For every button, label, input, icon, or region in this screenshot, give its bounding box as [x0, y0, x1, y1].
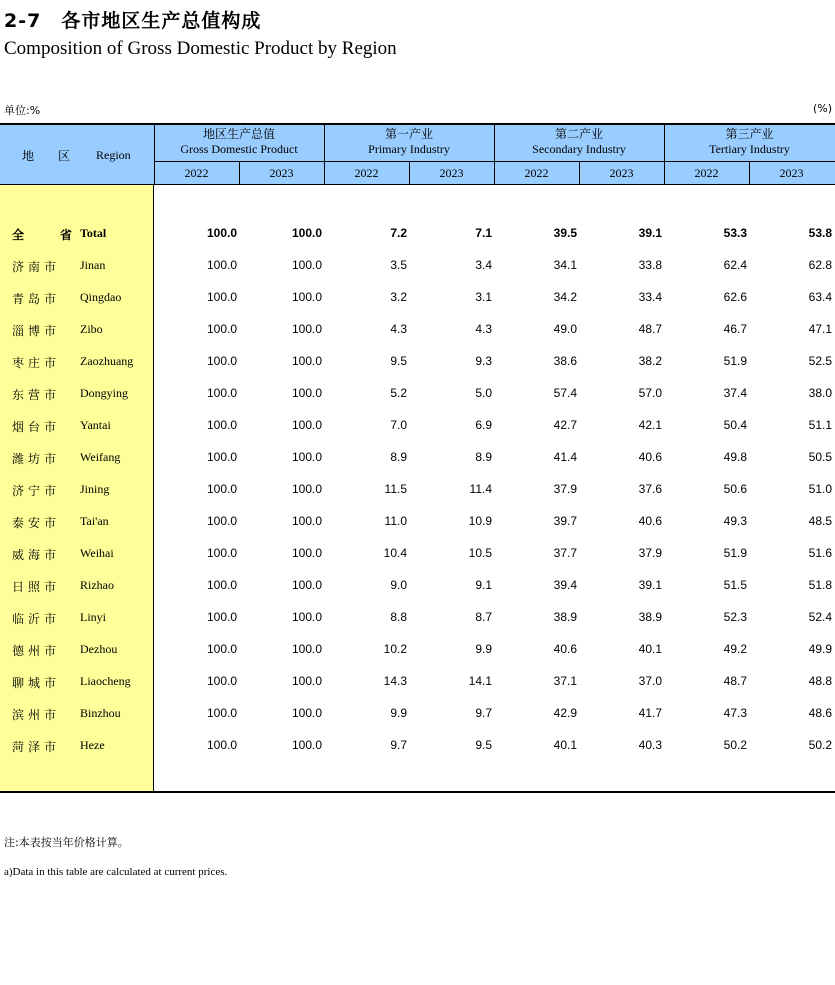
table-cell: 40.6 — [553, 642, 577, 656]
table-row — [0, 607, 835, 627]
table-cell: 39.4 — [553, 578, 577, 592]
table-cell: 10.2 — [383, 642, 407, 656]
header-year: 2023 — [609, 166, 634, 180]
table-cell: 47.1 — [808, 322, 832, 336]
region-name-en: Zibo — [80, 322, 103, 336]
header-group-en: Primary Industry — [368, 142, 450, 156]
table-cell: 9.7 — [390, 738, 407, 752]
unit-label-left: 单位:% — [4, 104, 41, 117]
table-cell: 62.4 — [723, 258, 747, 272]
table-cell: 8.7 — [475, 610, 492, 624]
table-cell: 11.4 — [469, 482, 492, 496]
table-cell: 8.9 — [390, 450, 407, 464]
table-cell: 57.4 — [553, 386, 577, 400]
region-name-cn: 潍坊市 — [12, 452, 61, 466]
table-cell: 51.9 — [723, 546, 747, 560]
table-cell: 100.0 — [206, 226, 237, 240]
table-cell: 100.0 — [291, 738, 322, 752]
table-row — [0, 447, 835, 467]
region-name-en: Tai'an — [80, 514, 109, 528]
region-name-en: Total — [80, 226, 107, 240]
table-cell: 37.4 — [723, 386, 747, 400]
table-cell: 11.5 — [384, 482, 407, 496]
table-cell: 51.9 — [723, 354, 747, 368]
table-row — [0, 575, 835, 595]
table-cell: 48.7 — [638, 322, 662, 336]
header-group-cn: 第二产业 — [554, 127, 603, 141]
table-cell: 52.5 — [808, 354, 832, 368]
table-cell: 100.0 — [206, 418, 237, 432]
table-cell: 5.2 — [390, 386, 407, 400]
table-cell: 48.5 — [808, 514, 832, 528]
table-cell: 100.0 — [291, 642, 322, 656]
table-cell: 100.0 — [291, 258, 322, 272]
header-year: 2023 — [439, 166, 464, 180]
table-cell: 39.5 — [553, 226, 577, 240]
table-cell: 62.8 — [808, 258, 832, 272]
header-region-cn: 地 区 — [22, 149, 77, 163]
table-cell: 9.9 — [475, 642, 492, 656]
table-cell: 42.7 — [553, 418, 577, 432]
header-group-cn: 第一产业 — [384, 127, 433, 141]
header-group-primary — [324, 127, 494, 157]
region-name-en: Linyi — [80, 610, 106, 624]
table-cell: 7.2 — [390, 226, 407, 240]
table-cell: 9.7 — [475, 706, 492, 720]
table-row — [0, 415, 835, 435]
table-cell: 10.9 — [468, 514, 492, 528]
region-name-en: Rizhao — [80, 578, 114, 592]
table-cell: 41.7 — [638, 706, 662, 720]
table-cell: 51.8 — [808, 578, 832, 592]
region-name-cn: 青岛市 — [12, 292, 61, 306]
table-cell: 52.4 — [808, 610, 832, 624]
table-cell: 9.5 — [390, 354, 407, 368]
table-cell: 48.8 — [808, 674, 832, 688]
table-row — [0, 255, 835, 275]
header-year: 2022 — [354, 166, 379, 180]
table-row — [0, 351, 835, 371]
region-name-cn: 威海市 — [12, 548, 61, 562]
table-cell: 49.9 — [808, 642, 832, 656]
header-group-cn: 地区生产总值 — [202, 127, 275, 141]
region-name-cn: 烟台市 — [12, 420, 61, 434]
table-row — [0, 671, 835, 691]
table-cell: 51.5 — [723, 578, 747, 592]
table-row — [0, 639, 835, 659]
table-cell: 57.0 — [638, 386, 662, 400]
region-name-en: Yantai — [80, 418, 111, 432]
table-cell: 100.0 — [206, 258, 237, 272]
table-cell: 9.9 — [390, 706, 407, 720]
header-group-en: Secondary Industry — [532, 142, 626, 156]
table-cell: 63.4 — [808, 290, 832, 304]
table-cell: 100.0 — [206, 322, 237, 336]
table-cell: 100.0 — [291, 418, 322, 432]
table-cell: 100.0 — [206, 386, 237, 400]
table-cell: 8.8 — [390, 610, 407, 624]
region-name-cn: 济南市 — [12, 260, 61, 274]
table-cell: 37.7 — [553, 546, 577, 560]
header-group-en: Tertiary Industry — [709, 142, 790, 156]
table-cell: 42.9 — [553, 706, 577, 720]
header-year: 2022 — [184, 166, 209, 180]
header-group-secondary — [494, 127, 664, 157]
table-cell: 100.0 — [206, 610, 237, 624]
table-cell: 53.8 — [808, 226, 832, 240]
table-cell: 4.3 — [390, 322, 407, 336]
table-row — [0, 735, 835, 755]
table-cell: 100.0 — [291, 450, 322, 464]
table-cell: 11.0 — [384, 514, 407, 528]
table-cell: 3.5 — [390, 258, 407, 272]
region-name-en: Weihai — [80, 546, 114, 560]
region-name-en: Heze — [80, 738, 105, 752]
table-cell: 50.4 — [723, 418, 747, 432]
table-cell: 52.3 — [723, 610, 747, 624]
table-cell: 50.5 — [808, 450, 832, 464]
table-cell: 10.5 — [468, 546, 492, 560]
table-cell: 100.0 — [291, 290, 322, 304]
table-cell: 38.6 — [553, 354, 577, 368]
table-row — [0, 383, 835, 403]
region-name-cn: 滨州市 — [12, 708, 61, 722]
table-cell: 49.0 — [553, 322, 577, 336]
header-divider — [154, 161, 835, 162]
table-cell: 51.0 — [808, 482, 832, 496]
table-cell: 33.4 — [638, 290, 662, 304]
table-cell: 7.1 — [475, 226, 492, 240]
table-row — [0, 319, 835, 339]
table-cell: 62.6 — [723, 290, 747, 304]
table-cell: 48.7 — [723, 674, 747, 688]
table-cell: 39.7 — [553, 514, 577, 528]
table-cell: 40.6 — [638, 450, 662, 464]
table-cell: 38.9 — [638, 610, 662, 624]
table-row — [0, 223, 835, 243]
table-cell: 100.0 — [291, 226, 322, 240]
table-cell: 38.2 — [638, 354, 662, 368]
table-cell: 100.0 — [291, 706, 322, 720]
table-cell: 40.1 — [553, 738, 577, 752]
table-cell: 100.0 — [206, 482, 237, 496]
region-name-cn: 日照市 — [12, 580, 61, 594]
table-cell: 6.9 — [475, 418, 492, 432]
table-cell: 38.9 — [553, 610, 577, 624]
region-name-en: Binzhou — [80, 706, 121, 720]
header-group-en: Gross Domestic Product — [180, 142, 298, 156]
table-cell: 100.0 — [291, 514, 322, 528]
table-cell: 100.0 — [291, 578, 322, 592]
table-cell: 9.1 — [475, 578, 492, 592]
table-cell: 8.9 — [475, 450, 492, 464]
region-name-cn: 枣庄市 — [12, 356, 61, 370]
table-cell: 49.3 — [723, 514, 747, 528]
table-cell: 3.2 — [390, 290, 407, 304]
footnote-en: a)Data in this table are calculated at current prices. — [4, 866, 228, 878]
table-cell: 100.0 — [206, 706, 237, 720]
region-name-en: Zaozhuang — [80, 354, 134, 368]
table-cell: 3.4 — [475, 258, 492, 272]
table-cell: 100.0 — [206, 450, 237, 464]
table-cell: 100.0 — [206, 290, 237, 304]
header-group-gdp — [154, 127, 324, 157]
table-cell: 5.0 — [475, 386, 492, 400]
table-cell: 3.1 — [475, 290, 492, 304]
table-cell: 33.8 — [638, 258, 662, 272]
table-cell: 37.1 — [553, 674, 577, 688]
table-cell: 7.0 — [390, 418, 407, 432]
region-name-en: Liaocheng — [80, 674, 131, 688]
table-cell: 39.1 — [638, 226, 662, 240]
region-name-cn: 菏泽市 — [12, 740, 61, 754]
table-cell: 100.0 — [291, 386, 322, 400]
table-cell: 39.1 — [638, 578, 662, 592]
table-cell: 34.1 — [553, 258, 577, 272]
region-name-en: Dongying — [80, 386, 128, 400]
table-cell: 41.4 — [553, 450, 577, 464]
region-name-cn: 东营市 — [12, 388, 61, 402]
table-cell: 100.0 — [206, 578, 237, 592]
table-cell: 100.0 — [291, 354, 322, 368]
region-name-en: Weifang — [80, 450, 121, 464]
table-cell: 40.1 — [638, 642, 662, 656]
table-cell: 40.6 — [638, 514, 662, 528]
table-cell: 37.6 — [638, 482, 662, 496]
page-title-cn: 2-7 各市地区生产总值构成 — [4, 10, 262, 32]
table-cell: 49.8 — [723, 450, 747, 464]
table-cell: 100.0 — [206, 642, 237, 656]
table-cell: 49.2 — [723, 642, 747, 656]
table-cell: 100.0 — [206, 738, 237, 752]
table-cell: 100.0 — [291, 674, 322, 688]
region-name-en: Jinan — [80, 258, 106, 272]
region-name-cn: 聊城市 — [12, 676, 61, 690]
region-name-cn: 德州市 — [12, 644, 61, 658]
table-cell: 100.0 — [206, 354, 237, 368]
table-cell: 50.2 — [723, 738, 747, 752]
table-cell: 47.3 — [723, 706, 747, 720]
table-cell: 46.7 — [723, 322, 747, 336]
table-row — [0, 703, 835, 723]
region-name-cn: 全 省 — [12, 228, 77, 242]
table-cell: 100.0 — [206, 546, 237, 560]
header-year: 2022 — [524, 166, 549, 180]
footnote-cn: 注:本表按当年价格计算。 — [4, 836, 129, 849]
table-cell: 34.2 — [553, 290, 577, 304]
table-cell: 37.0 — [638, 674, 662, 688]
table-cell: 100.0 — [291, 546, 322, 560]
table-cell: 50.6 — [723, 482, 747, 496]
unit-label-right: (%) — [812, 102, 832, 115]
header-group-tertiary — [664, 127, 835, 157]
table-cell: 37.9 — [553, 482, 577, 496]
region-name-cn: 泰安市 — [12, 516, 61, 530]
table-bottom-line — [0, 791, 835, 793]
table-cell: 51.1 — [808, 418, 832, 432]
region-name-en: Dezhou — [80, 642, 118, 656]
table-cell: 37.9 — [638, 546, 662, 560]
table-cell: 51.6 — [808, 546, 832, 560]
table-row — [0, 511, 835, 531]
region-name-cn: 临沂市 — [12, 612, 61, 626]
table-cell: 48.6 — [808, 706, 832, 720]
table-cell: 9.3 — [475, 354, 492, 368]
table-cell: 100.0 — [206, 514, 237, 528]
table-cell: 9.0 — [390, 578, 407, 592]
table-cell: 40.3 — [638, 738, 662, 752]
table-row — [0, 479, 835, 499]
table-cell: 42.1 — [638, 418, 662, 432]
table-cell: 38.0 — [808, 386, 832, 400]
table-cell: 4.3 — [475, 322, 492, 336]
table-cell: 100.0 — [291, 610, 322, 624]
region-name-en: Qingdao — [80, 290, 122, 304]
table-cell: 100.0 — [291, 482, 322, 496]
region-name-cn: 淄博市 — [12, 324, 61, 338]
header-group-cn: 第三产业 — [725, 127, 774, 141]
header-region-en: Region — [96, 148, 131, 162]
header-year: 2022 — [694, 166, 719, 180]
region-name-cn: 济宁市 — [12, 484, 61, 498]
table-cell: 50.2 — [808, 738, 832, 752]
table-cell: 9.5 — [475, 738, 492, 752]
header-year: 2023 — [269, 166, 294, 180]
table-row — [0, 543, 835, 563]
table-cell: 100.0 — [206, 674, 237, 688]
table-cell: 14.1 — [468, 674, 492, 688]
table-row — [0, 287, 835, 307]
region-name-en: Jining — [80, 482, 110, 496]
header-year: 2023 — [779, 166, 804, 180]
table-cell: 53.3 — [723, 226, 747, 240]
table-cell: 14.3 — [383, 674, 407, 688]
table-cell: 100.0 — [291, 322, 322, 336]
table-cell: 10.4 — [383, 546, 407, 560]
page-title-en: Composition of Gross Domestic Product by Region — [4, 38, 397, 59]
